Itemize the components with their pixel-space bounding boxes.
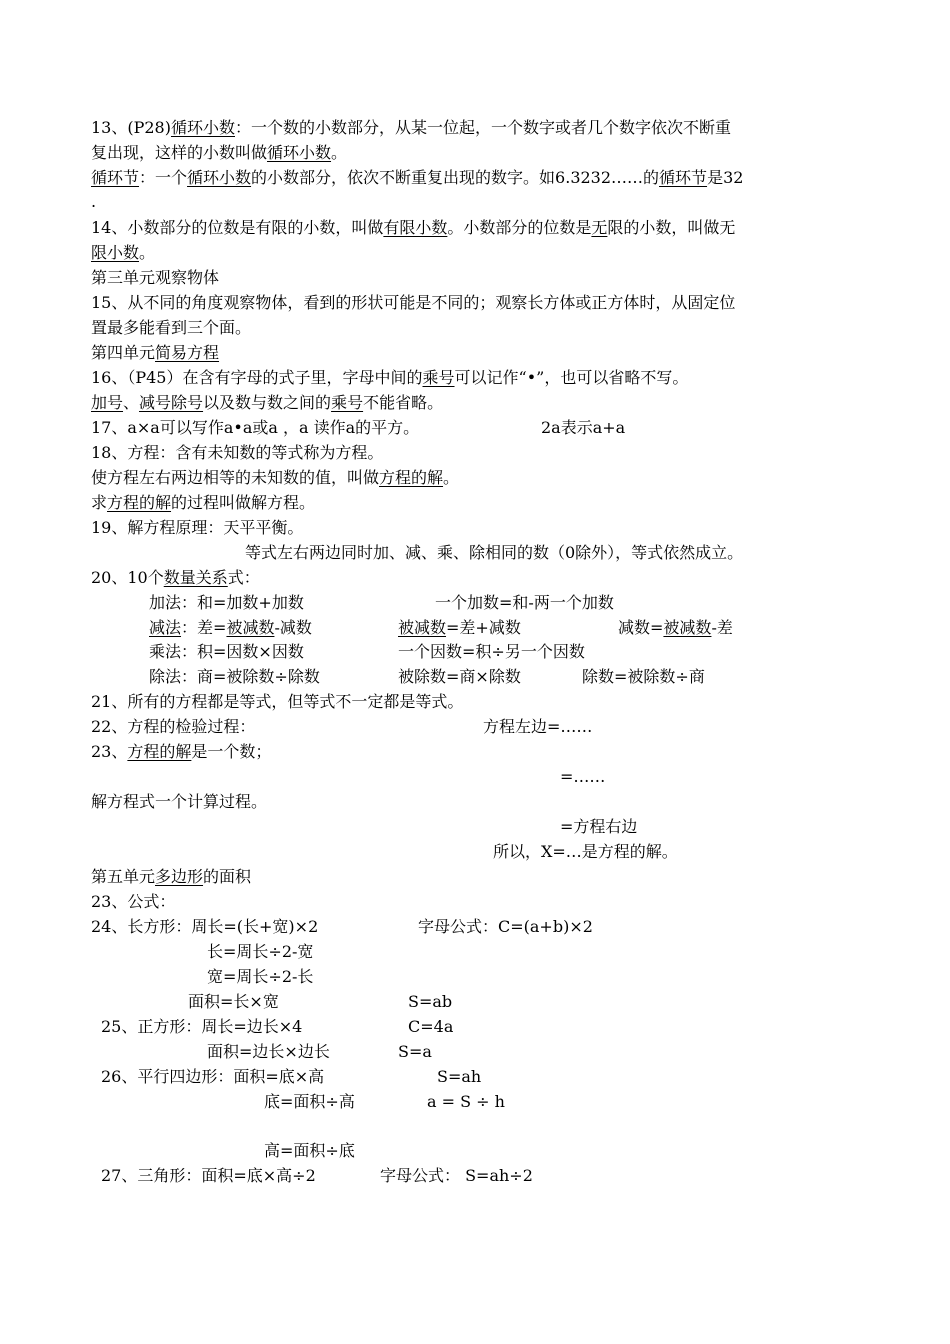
rect-area-letter: S=ab: [408, 992, 453, 1011]
mul-relation-2: 一个因数=积÷另一个因数: [398, 642, 585, 661]
line-23-b: 解方程式一个计算过程。: [91, 792, 268, 811]
line-18: 18、方程：含有未知数的等式称为方程。: [91, 443, 384, 462]
line-13-title: 13、(P28)循环小数：一个数的小数部分，从某一位起，一个数字或者几个数字依次不断重: [91, 118, 732, 137]
div-relation-2: 被除数=商×除数: [398, 667, 521, 686]
underlined-term: 循环小数: [170, 118, 235, 137]
line-14-cont: 限小数。: [91, 243, 156, 262]
triangle-letter-formula: 字母公式： S=ah÷2: [380, 1166, 533, 1185]
line-17-right: 2a表示a+a: [541, 418, 626, 437]
rect-letter-formula: 字母公式：C=(a+b)×2: [418, 917, 593, 936]
sub-relation-1: 减法：差=被减数-减数: [149, 618, 312, 637]
line-cycle-section: 循环节：一个循环小数的小数部分，依次不断重复出现的数字。如6.3232……的循环节是32: [91, 168, 744, 187]
sub-relation-3: 减数=被减数-差: [618, 618, 733, 637]
line-23: 23、方程的解是一个数；: [91, 742, 272, 761]
add-relation-2: 一个加数=和-两一个加数: [435, 593, 614, 612]
underlined-term: 循环小数: [267, 143, 332, 162]
underlined-term: 有限小数: [383, 218, 448, 237]
square-perimeter-letter: C=4a: [408, 1017, 454, 1036]
rect-area: 面积=长×宽: [188, 992, 279, 1011]
underlined-term: 加号: [91, 393, 124, 412]
square-area: 面积=边长×边长: [207, 1042, 330, 1061]
parallelogram-base: 底=面积÷高: [264, 1092, 355, 1111]
underlined-term: 简易方程: [155, 343, 220, 362]
line-15-cont: 置最多能看到三个面。: [91, 318, 252, 337]
line-14: 14、小数部分的位数是有限的小数，叫做有限小数。小数部分的位数是无限的小数，叫做无: [91, 218, 736, 237]
unit-5-heading: 第五单元多边形的面积: [91, 867, 252, 886]
check-conclusion: 所以，X=…是方程的解。: [493, 842, 678, 861]
line-23-formula: 23、公式：: [91, 892, 176, 911]
underlined-term: 方程的解: [379, 468, 444, 487]
parallelogram-base-letter: a = S ÷ h: [427, 1092, 505, 1111]
square-area-letter: S=a: [398, 1042, 432, 1061]
underlined-term: 无: [591, 218, 608, 237]
check-right: =方程右边: [560, 817, 638, 836]
triangle-area: 27、三角形：面积=底×高÷2: [101, 1166, 316, 1185]
line-18-b: 使方程左右两边相等的未知数的值，叫做方程的解。: [91, 468, 460, 487]
underlined-term: 减法: [149, 618, 182, 637]
div-relation-3: 除数=被除数÷商: [582, 667, 705, 686]
underlined-term: 方程的解: [107, 493, 172, 512]
line-15: 15、从不同的角度观察物体，看到的形状可能是不同的；观察长方体或正方体时，从固定位: [91, 293, 736, 312]
underlined-term: 被减数: [398, 618, 447, 637]
underlined-term: 乘号: [331, 393, 364, 412]
underlined-term: 方程的解: [127, 742, 192, 761]
rect-width: 宽=周长÷2-长: [207, 967, 314, 986]
underlined-term: 多边形: [155, 867, 204, 886]
add-relation-1: 加法：和=加数+加数: [149, 593, 304, 612]
parallelogram-area-letter: S=ah: [437, 1067, 482, 1086]
line-22: 22、方程的检验过程：: [91, 717, 256, 736]
mul-relation-1: 乘法：积=因数×因数: [149, 642, 304, 661]
rect-perimeter: 24、长方形：周长=(长+宽)×2: [91, 917, 319, 936]
line-18-c: 求方程的解的过程叫做解方程。: [91, 493, 316, 512]
check-left: 方程左边=……: [483, 717, 593, 736]
underlined-term: 循环小数: [187, 168, 252, 187]
underlined-term: 限小数: [91, 243, 140, 262]
underlined-term: 数量关系: [163, 568, 228, 587]
line-19-cont: 等式左右两边同时加、减、乘、除相同的数（0除外），等式依然成立。: [245, 543, 744, 562]
underlined-term: 被减数: [226, 618, 275, 637]
rect-length: 长=周长÷2-宽: [207, 942, 314, 961]
parallelogram-area: 26、平行四边形：面积=底×高: [101, 1067, 325, 1086]
underlined-term: 乘号: [422, 368, 455, 387]
underlined-term: 循环节: [659, 168, 708, 187]
div-relation-1: 除法：商=被除数÷除数: [149, 667, 320, 686]
line-16-cont: 加号、减号除号以及数与数之间的乘号不能省略。: [91, 393, 444, 412]
unit-3-heading: 第三单元观察物体: [91, 268, 220, 287]
square-perimeter: 25、正方形：周长=边长×4: [101, 1017, 303, 1036]
line-cycle-dot: .: [91, 192, 97, 211]
unit-4-heading: 第四单元简易方程: [91, 343, 220, 362]
sub-relation-2: 被减数=差+减数: [398, 618, 521, 637]
underlined-term: 被减数: [663, 618, 712, 637]
line-20: 20、10个数量关系式：: [91, 568, 260, 587]
line-16: 16、（P45）在含有字母的式子里，字母中间的乘号可以记作“•”，也可以省略不写。: [91, 368, 689, 387]
underlined-term: 减号除号: [139, 393, 204, 412]
line-21: 21、所有的方程都是等式，但等式不一定都是等式。: [91, 692, 464, 711]
parallelogram-height: 高=面积÷底: [264, 1141, 355, 1160]
line-13-cont: 复出现，这样的小数叫做循环小数。: [91, 143, 348, 162]
check-middle: =……: [560, 767, 606, 786]
underlined-term: 循环节: [91, 168, 140, 187]
line-17: 17、a×a可以写作a•a或a ，a 读作a的平方。: [91, 418, 420, 437]
line-19: 19、解方程原理：天平平衡。: [91, 518, 304, 537]
